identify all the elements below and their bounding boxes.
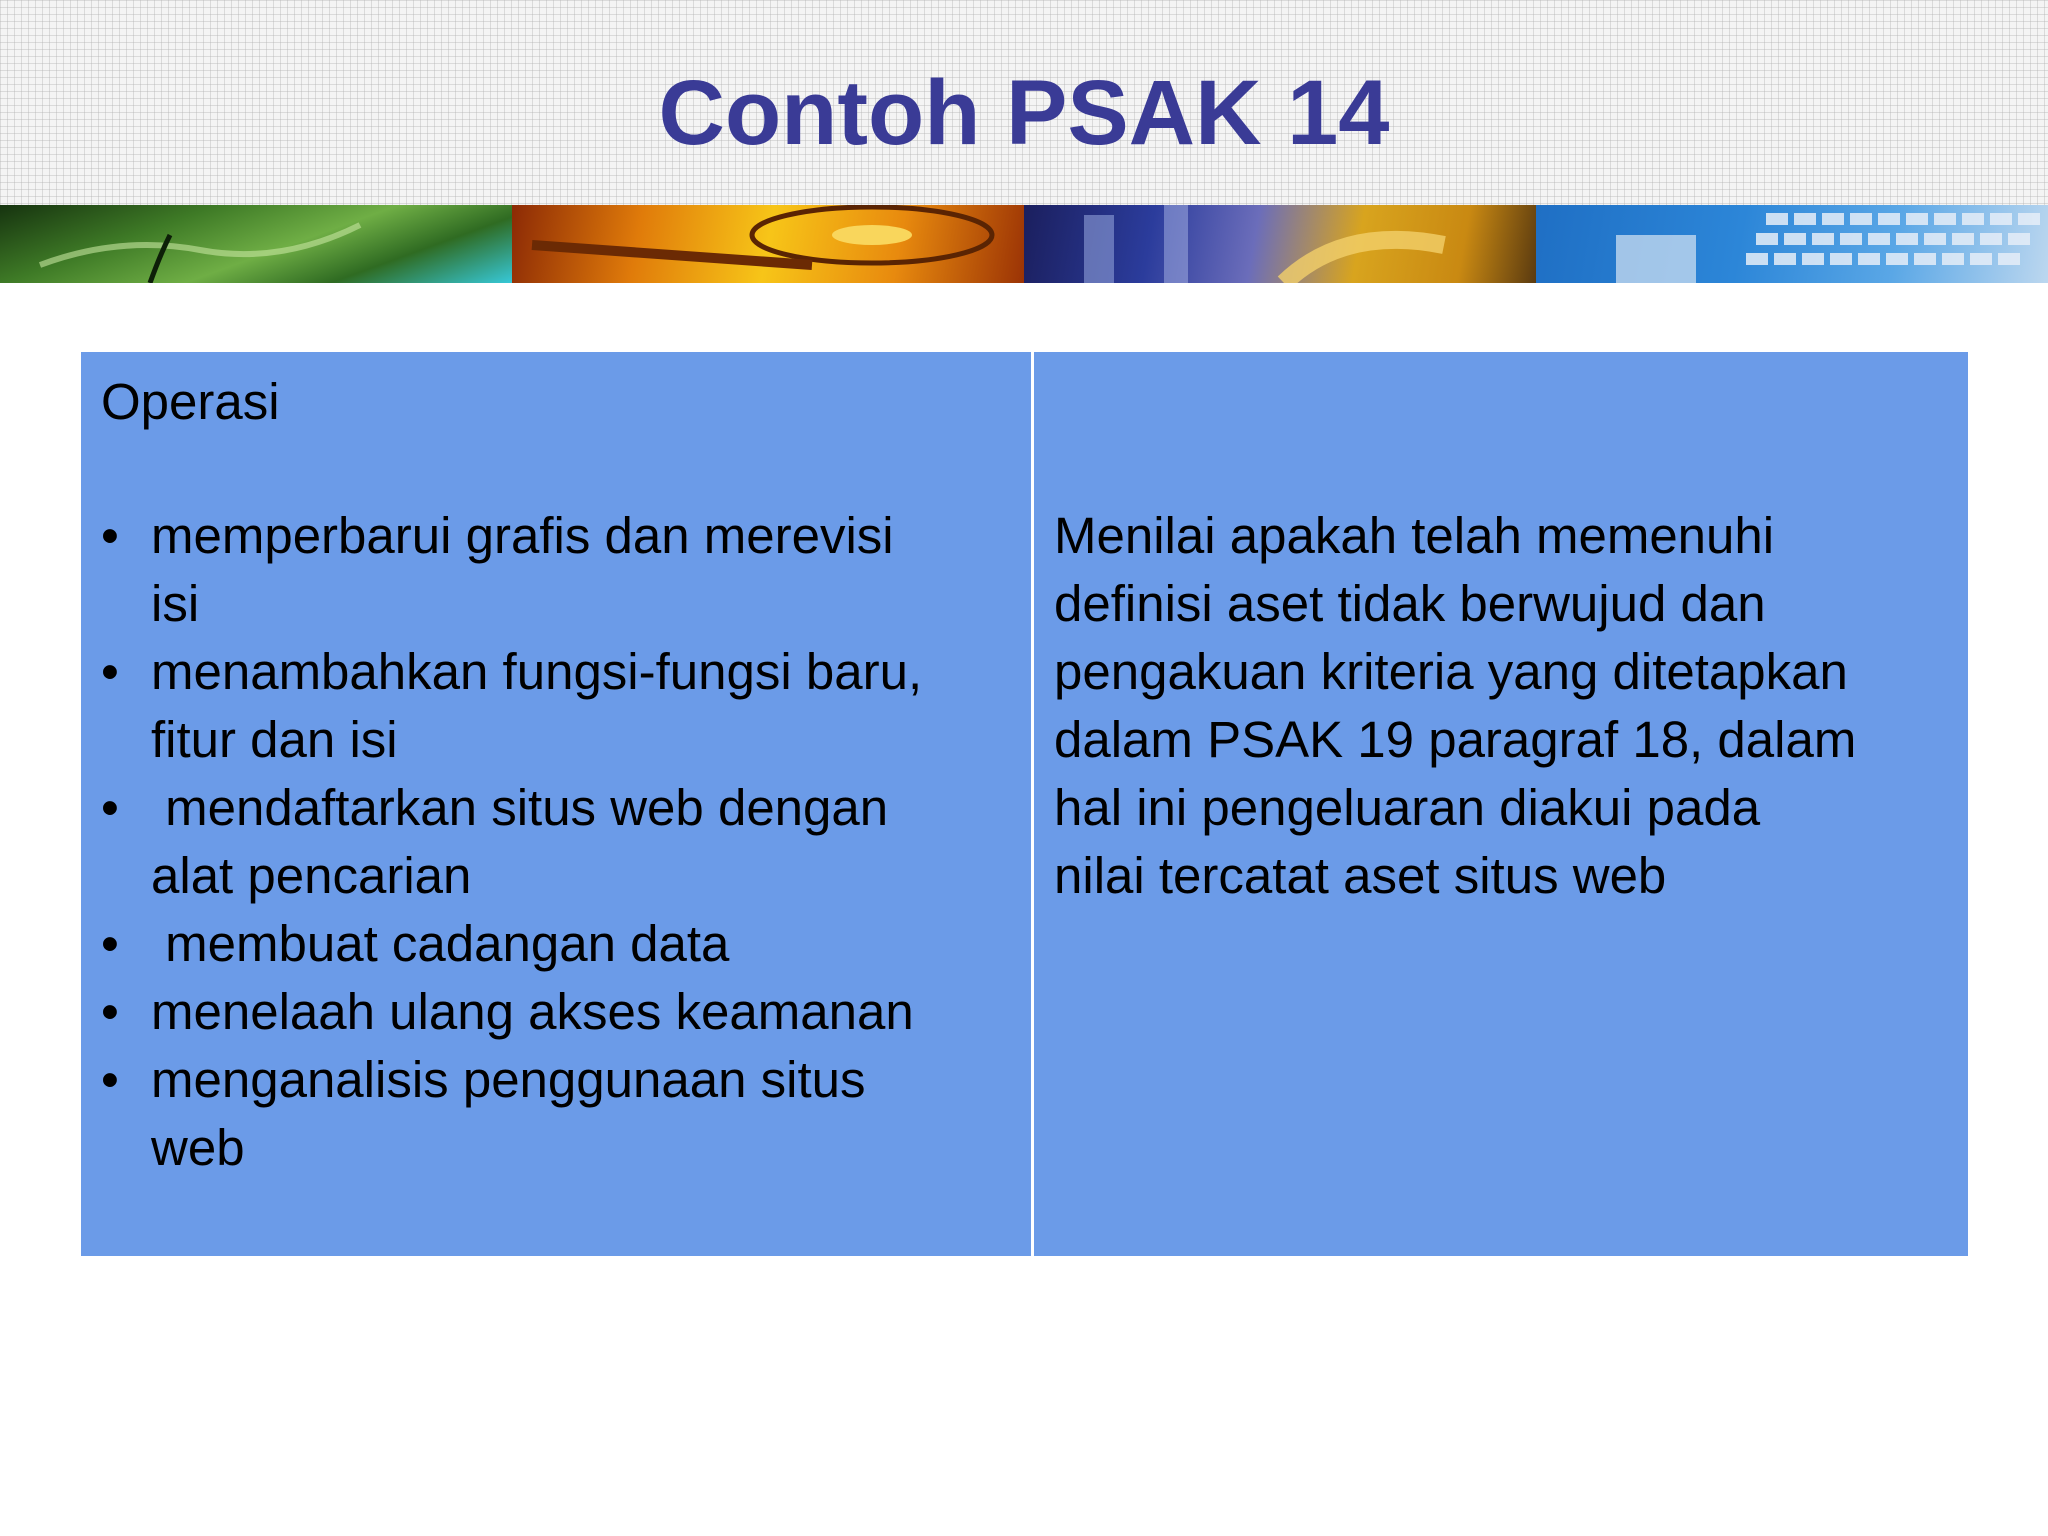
banner-image-disk xyxy=(512,205,1024,283)
list-item-line: menganalisis penggunaan situs xyxy=(151,1051,866,1108)
list-item-line: memperbarui grafis dan merevisi xyxy=(151,507,894,564)
right-text-line: Menilai apakah telah memenuhi xyxy=(1054,507,1775,564)
slide-title: Contoh PSAK 14 xyxy=(658,62,1390,164)
bullet-icon: • xyxy=(101,983,119,1040)
list-item-line: menelaah ulang akses keamanan xyxy=(151,983,914,1040)
right-cell xyxy=(1054,502,1954,910)
banner-image-lab xyxy=(1024,205,1536,283)
right-text-line: hal ini pengeluaran diakui pada xyxy=(1054,779,1761,836)
right-text-line: nilai tercatat aset situs web xyxy=(1054,847,1667,904)
bullet-icon: • xyxy=(101,779,119,836)
right-text-line: definisi aset tidak berwujud dan xyxy=(1054,575,1766,632)
banner-image-keyboard xyxy=(1536,205,2048,283)
list-item-line: membuat cadangan data xyxy=(151,915,730,972)
list-item xyxy=(101,910,1016,978)
bullet-icon: • xyxy=(101,1051,119,1108)
list-item xyxy=(101,978,1016,1046)
banner-image-plant xyxy=(0,205,512,283)
bullet-list xyxy=(101,502,1016,1182)
content-table xyxy=(81,352,1968,1256)
header-banner xyxy=(0,205,2048,283)
column-divider xyxy=(1031,352,1034,1256)
list-item-line: menambahkan fungsi-fungsi baru, xyxy=(151,643,923,700)
list-item xyxy=(101,774,1016,910)
list-item-line: mendaftarkan situs web dengan xyxy=(151,779,889,836)
list-item xyxy=(101,502,1016,638)
list-item xyxy=(101,1046,1016,1182)
left-heading: Operasi xyxy=(101,373,280,430)
right-text-line: pengakuan kriteria yang ditetapkan xyxy=(1054,643,1848,700)
bullet-icon: • xyxy=(101,507,119,564)
list-item-line: fitur dan isi xyxy=(151,711,398,768)
list-item xyxy=(101,638,1016,774)
list-item-line: web xyxy=(151,1119,245,1176)
bullet-icon: • xyxy=(101,643,119,700)
list-item-line: alat pencarian xyxy=(151,847,472,904)
list-item-line: isi xyxy=(151,575,200,632)
right-text-line: dalam PSAK 19 paragraf 18, dalam xyxy=(1054,711,1857,768)
bullet-icon: • xyxy=(101,915,119,972)
